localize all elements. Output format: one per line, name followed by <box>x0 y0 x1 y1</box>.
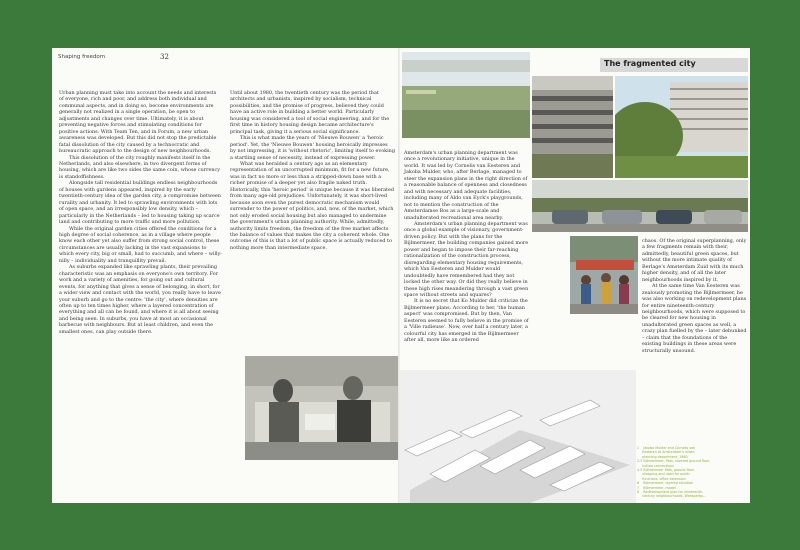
photo-bijlmermeer-flats <box>402 52 530 138</box>
left-page <box>52 48 400 503</box>
paragraph: At the same time Van Eesteren was zealously promoting the Bijlmermeer, he was also working on redevelopment plans for entire nineteenth-century neighbourhoods, which were supposed to be cleared for new housing in unadulterated green spaces as well, a crazy plan fuelled by the – later debunked – claim that the foundations of the existing buildings in these areas were structurally unsound. <box>642 283 749 354</box>
caption: 6 Bijlmermeer, layered situation <box>637 481 694 486</box>
paragraph: Alongside tall residential buildings endless neighbourhoods of houses with gardens appeared, inspired by the early twentieth-century idea of the garden city, a compromise between rurality and urbanity. It led to sprawling environments with lots of open space, and an irresponsibly low density, which – particularly in the Netherlands – led to housing taking up scarce land and contributing to more traffic and more pollution. <box>59 180 223 226</box>
caption: planning department, 1960 <box>637 454 688 459</box>
caption: shopping and used for public <box>637 472 691 477</box>
running-header: Shaping freedom <box>58 54 106 60</box>
left-column-1 <box>59 90 222 335</box>
caption: hollow connections <box>637 463 674 468</box>
section-title: The fragmented city <box>604 59 696 68</box>
paragraph: Amsterdam's urban planning department was once a revolutionary initiative, unique in the world. It was led by Cornelis van Eesteren and Jakoba Mulder, who, after Berlage, managed to steer the expansion plans in the right direction of a reasonable balance of openness and closedness and with necessary and adequate facilities, including many of Aldo van Eyck's playgrounds, not to mention the construction of the Amsterdamse Bos as a large-scale and unadulterated recreational area nearby. <box>404 150 529 221</box>
caption: 1 Jakoba Mulder and Cornelis van <box>637 446 696 450</box>
paragraph: As suburbs expanded like sprawling plants, their prevailing characteristic was an emphasis on everyone's own territory. For work and a variety of amenities, for going out and cultural events, for anything that gives a sense of belonging, in short, for a wider view and contact with the world, you really have to leave your suburb and go to the centre: 'the city', where densities are often up to ten times higher, where a layered concentration of everything and all can be found, and where it is all about seeing and being seen. In suburbs, you have at most an occasional barbecue with neighbours. But at least children, and even the smallest ones, can play outside there. <box>59 264 223 335</box>
caption: century neighbourhoods, Weesperbu... <box>637 494 707 499</box>
photo-bijlmermeer-model <box>400 370 636 503</box>
paragraph: This is what made the years of 'Nieuwe Bouwen' a 'heroic period'. Yet, the 'Nieuwe Bouwen' housing heroically impresses by not impressing, it is 'without rhetoric', limiting itself to evoking a startling sense of necessity, instead of expressing power. <box>230 135 397 161</box>
paragraph: Urban planning must take into account the needs and interests of everyone, rich and poor, and address both individual and communal aspects, and in doing so, become environments are generally not realized in a single operation, be open to adjustments and changes over time. Ultimately, it is about preventing negative forces and stimulating conditions for positive actions. With Team Ten, and in Forum, a new urban awareness was developed. But this did not stop the predictable fatal dissolution of the city caused by a technocratic and bureaucratic approach to the design of new neighbourhoods. <box>59 90 218 155</box>
captions <box>637 446 747 499</box>
paragraph: While the original garden cities offered the conditions for a high degree of social coherence, as in a village where people know each other yet also suffer from strong social control, these circumstances are usually lacking in the vast expansions to which every city, big or small, had to succumb, and where – willy-nilly – individuality and tranquillity prevail. <box>59 225 222 264</box>
caption: 2-3 Bijlmermeer, flats, covered ground floor, <box>637 459 711 464</box>
section-title-box <box>600 58 748 72</box>
photo-market-people <box>570 236 638 314</box>
right-column-1 <box>404 150 530 344</box>
photo-mulder-van-eesteren <box>245 356 400 460</box>
caption: 8 Redevelopment plan for nineteenth- <box>637 490 704 495</box>
caption: 7 Bijlmermeer, model <box>637 485 676 490</box>
photo-parked-cars <box>532 180 748 232</box>
paragraph: This dissolution of the city roughly manifests itself in the Netherlands, and also elsewhere, in two divergent forms of housing, which are like two sides the same coin, whose currency is standoffishness. <box>59 154 222 180</box>
paragraph: Amsterdam's urban planning department was once a global example of visionary, government-driven policy. But with the plans for the Bijlmermeer, the building companies gained more power and began to impose their far-reaching rationalization of the construction process, disregarding elementary housing requirements, which Van Eesteren and Mulder would undoubtedly have remembered had they not locked the other way. Or did they really believe in these high rises meandering through a vast green space without streets and squares? <box>404 220 530 298</box>
page-number-left: 32 <box>160 53 169 61</box>
photo-concrete-high-rise <box>532 76 613 178</box>
right-column-2 <box>642 238 748 354</box>
paragraph: What was heralded a century ago as an elementary representation of an uncorrupted minimum, fit for a new future, was in fact no more or less than a stripped-down base with a richer promise of a deeper yet also fragile naked truth. Historically, this 'heroic period' is unique because it was liberated from many age-old prejudices. Unfortunately, it was short-lived because soon even the purest democratic mechanism would surrender to the power of politics, and, now, of the market, which not only eroded social housing but also managed to undermine the government's urban planning authority. While, admittedly, authority limits freedom, the freedom of the free market affects the balance of values that makes the city a coherent whole. One outcome of this is that a lot of public space is actually reduced to nothing more than intermediate space. <box>230 160 396 251</box>
paragraph: chaos. Of the original superplanning, only a few fragments remain with their, admittedly, beautiful green spaces, but without the more intimate quality of Berlage's Amsterdam Zuid with its much higher density, and of all the later neighbourhoods inspired by it. <box>642 238 748 283</box>
photo-flats-greenery <box>615 76 748 178</box>
right-page <box>400 48 750 503</box>
caption: Eesteren at Amsterdam's urban <box>637 450 695 455</box>
caption: functions, office extension <box>637 476 686 481</box>
paragraph: It is no secret that Ko Mulder did criticize the Bijlmermeer plans. According to her, 'the human aspect' was compromised. But by then, Van Eesteren seemed to fully believe in the promise of a 'Ville radieuse'. Now, over half a century later, a colourful city has emerged in the Bijlmermeer after all, more like an ordered <box>404 298 531 344</box>
paragraph: Until about 1980, the twentieth century was the period that architects and urbanists, inspired by socialism, technical possibilities, and the promise of progress, believed they could have an active role in building a better world. Particularly housing was considered a tool of social engineering, and for the first time in history housing design became architecture's principal task, giving it a serious social significance. <box>230 90 391 135</box>
caption: 4-5 Bijlmermeer flats, ground floor, <box>637 468 696 473</box>
left-column-2 <box>230 90 395 251</box>
